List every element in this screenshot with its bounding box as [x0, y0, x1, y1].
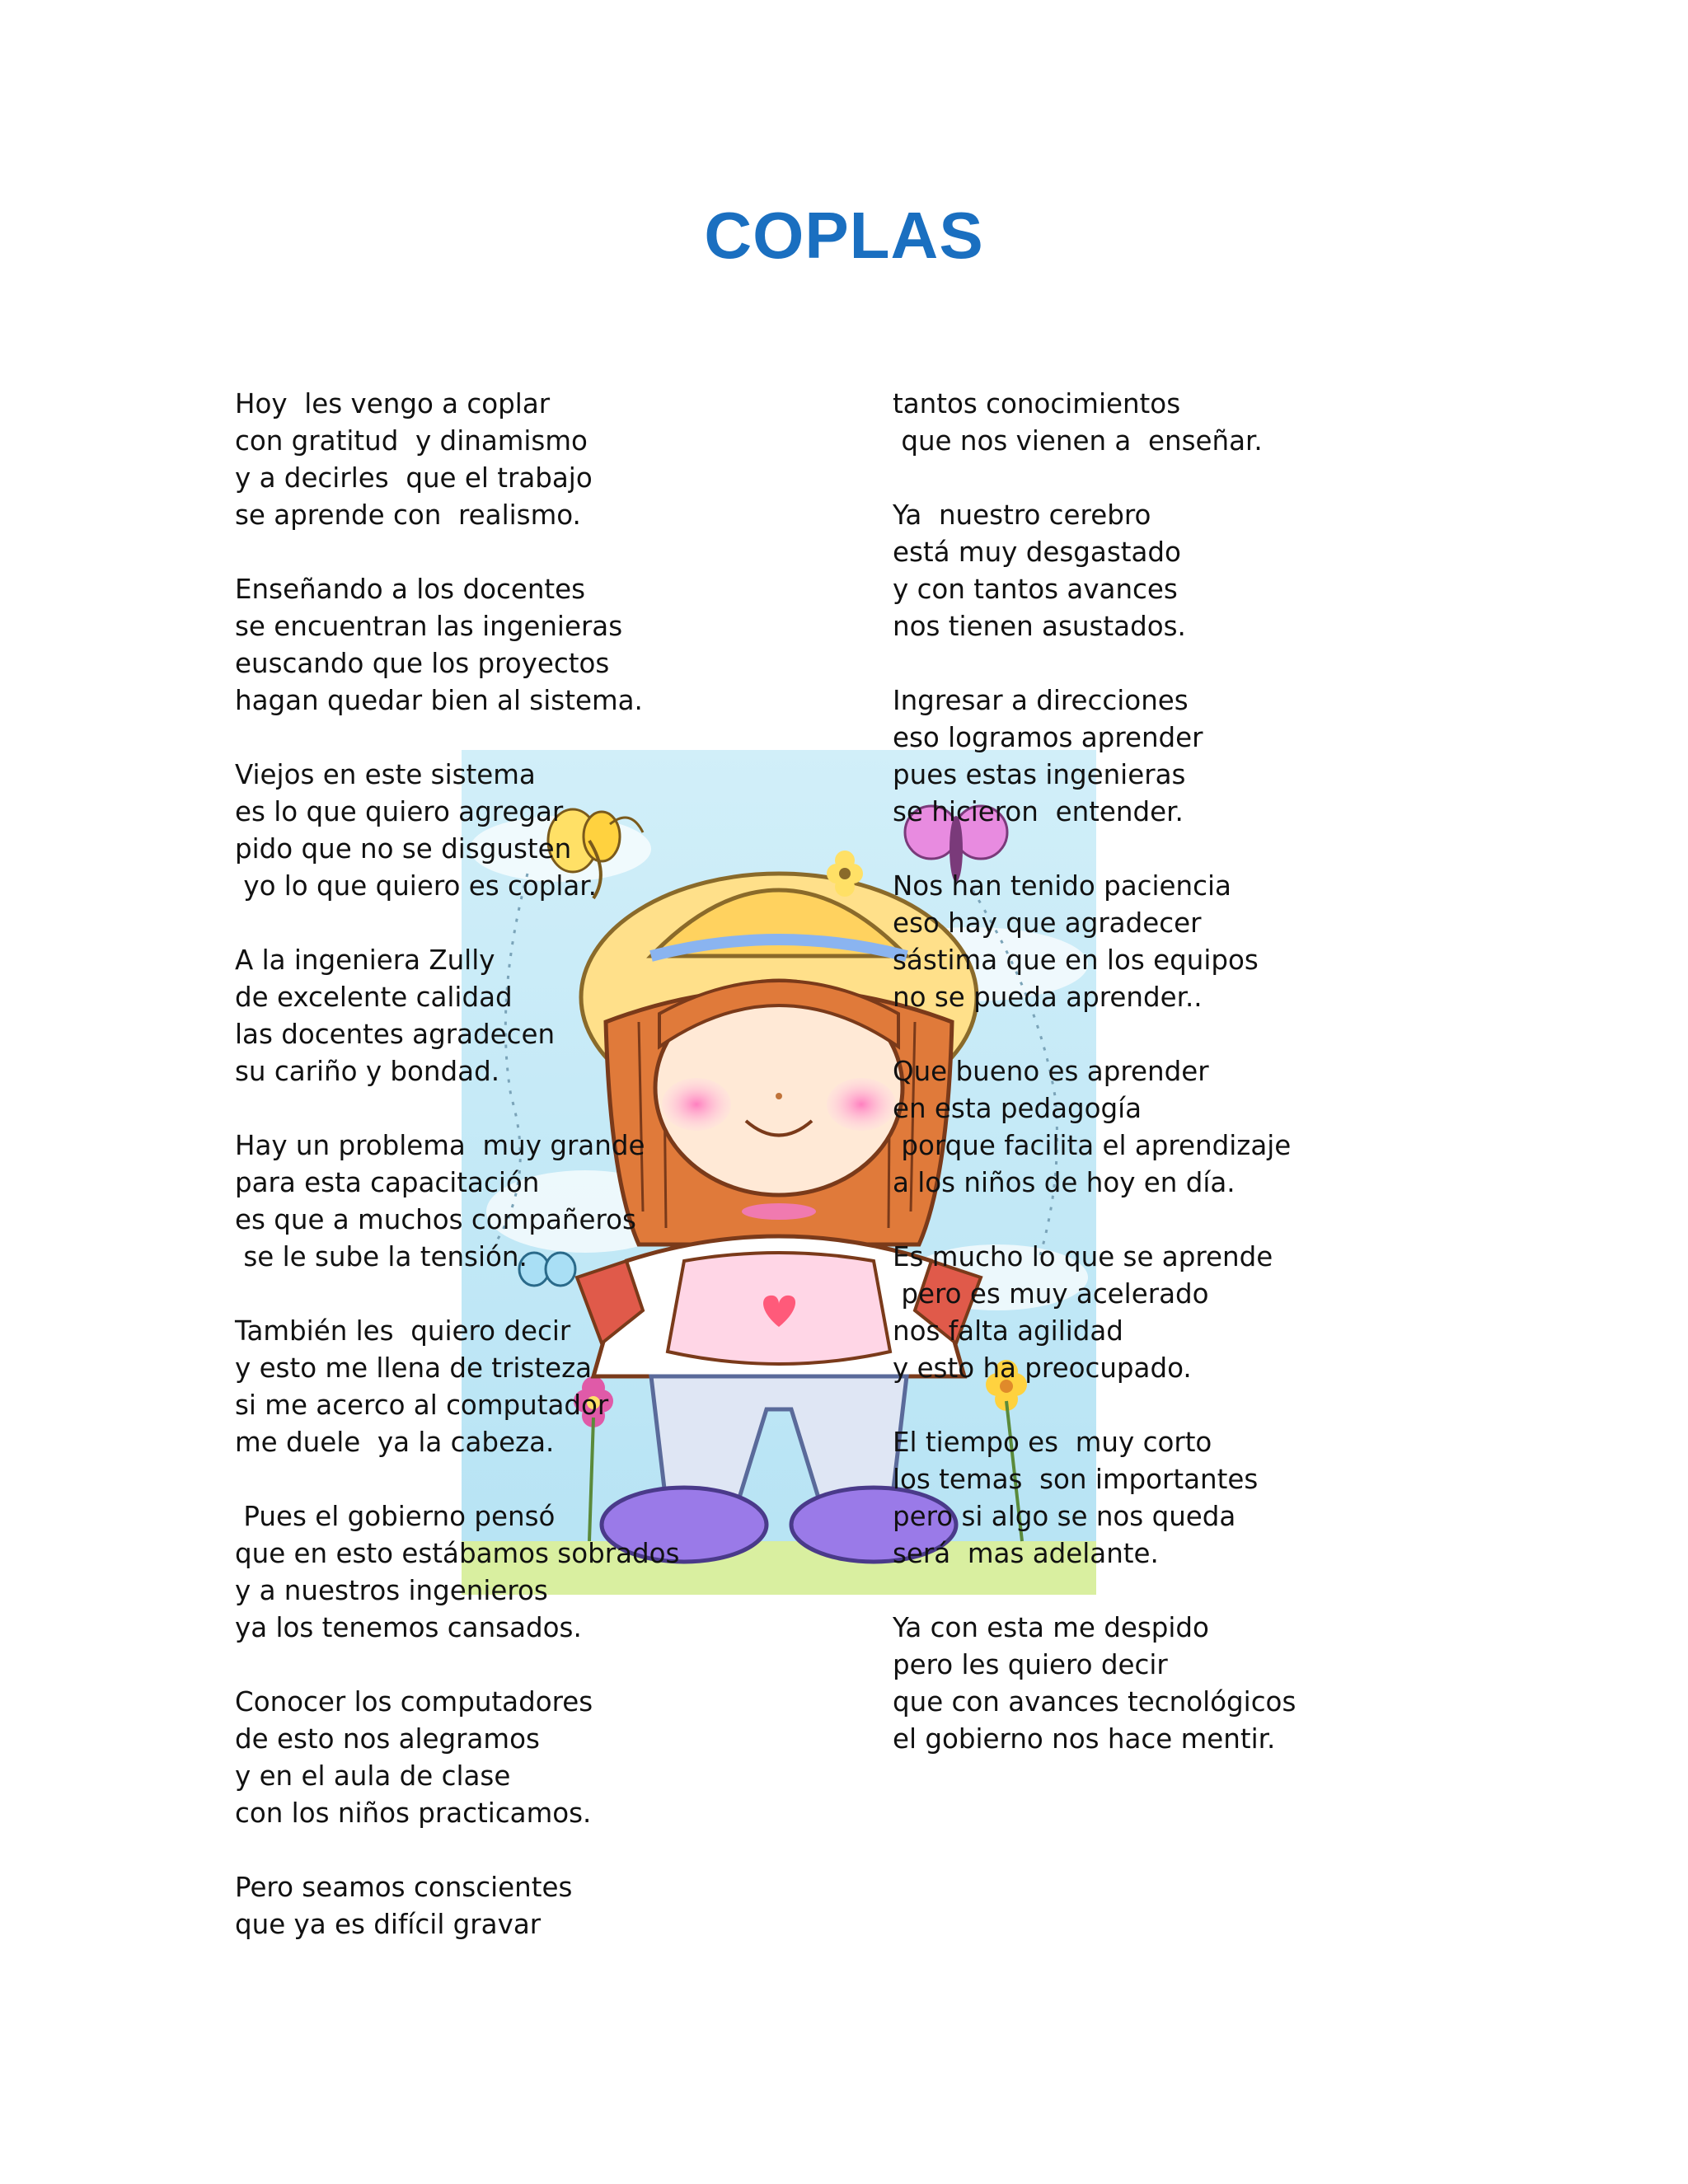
verse-line: y en el aula de clase: [235, 1760, 511, 1792]
verse-line: se encuentran las ingenieras: [235, 611, 623, 642]
verse-line: ya los tenemos cansados.: [235, 1612, 582, 1643]
verse-line: pido que no se disgusten: [235, 833, 572, 865]
verse-line: El tiempo es muy corto: [893, 1427, 1212, 1458]
verse-line: eso logramos aprender: [893, 722, 1203, 753]
verse-line: Es mucho lo que se aprende: [893, 1241, 1273, 1272]
verse-line: y esto me llena de tristeza: [235, 1352, 593, 1384]
verse-line: de excelente calidad: [235, 982, 513, 1013]
verse-line: con los niños practicamos.: [235, 1797, 592, 1829]
right-column: [893, 386, 1519, 1795]
verse-line: Conocer los computadores: [235, 1686, 593, 1718]
verse-line: se aprende con realismo.: [235, 499, 581, 531]
verse-line: que en esto estábamos sobrados: [235, 1538, 680, 1569]
verse-line: de esto nos alegramos: [235, 1723, 540, 1755]
stanza: [235, 1684, 861, 1832]
verse-line: También les quiero decir: [235, 1315, 571, 1347]
verse-line: y a decirles que el trabajo: [235, 462, 593, 494]
stanza: [893, 386, 1519, 460]
verse-line: es lo que quiero agregar: [235, 796, 564, 827]
verse-line: si me acerco al computador: [235, 1390, 609, 1421]
verse-line: que nos vienen a enseñar.: [893, 425, 1263, 457]
verse-line: no se pueda aprender..: [893, 982, 1203, 1013]
verse-line: hagan quedar bien al sistema.: [235, 685, 643, 716]
stanza: [893, 1239, 1519, 1387]
verse-line: pero si algo se nos queda: [893, 1501, 1236, 1532]
verse-line: Hoy les vengo a coplar: [235, 388, 551, 419]
verse-line: Pero seamos conscientes: [235, 1872, 573, 1903]
stanza: [235, 942, 861, 1090]
verse-line: a los niños de hoy en día.: [893, 1167, 1236, 1198]
verse-line: para esta capacitación: [235, 1167, 540, 1198]
stanza: [235, 1313, 861, 1461]
verse-line: Pues el gobierno pensó: [235, 1501, 556, 1532]
verse-line: tantos conocimientos: [893, 388, 1181, 419]
verse-line: pues estas ingenieras: [893, 759, 1186, 790]
stanza: [893, 1610, 1519, 1758]
stanza: [235, 571, 861, 719]
verse-line: las docentes agradecen: [235, 1019, 556, 1050]
verse-line: y esto ha preocupado.: [893, 1352, 1192, 1384]
verse-line: será mas adelante.: [893, 1538, 1159, 1569]
verse-line: sástima que en los equipos: [893, 944, 1259, 976]
stanza: [893, 682, 1519, 831]
verse-line: Ingresar a direcciones: [893, 685, 1189, 716]
verse-line: nos falta agilidad: [893, 1315, 1123, 1347]
verse-line: con gratitud y dinamismo: [235, 425, 588, 457]
stanza: [893, 868, 1519, 1016]
verse-line: está muy desgastado: [893, 537, 1181, 568]
verse-line: su cariño y bondad.: [235, 1056, 500, 1087]
verse-line: es que a muchos compañeros: [235, 1204, 636, 1235]
verse-line: eso hay que agradecer: [893, 907, 1202, 939]
verse-line: y con tantos avances: [893, 574, 1178, 605]
verse-line: los temas son importantes: [893, 1464, 1259, 1495]
verse-line: pero es muy acelerado: [893, 1278, 1209, 1310]
stanza: [235, 1869, 861, 1943]
stanza: [893, 1424, 1519, 1572]
verse-line: Viejos en este sistema: [235, 759, 536, 790]
verse-line: A la ingeniera Zully: [235, 944, 495, 976]
verse-line: Enseñando a los docentes: [235, 574, 586, 605]
verse-line: euscando que los proyectos: [235, 648, 610, 679]
verse-line: yo lo que quiero es coplar.: [235, 870, 597, 902]
verse-line: en esta pedagogía: [893, 1093, 1142, 1124]
stanza: [235, 1498, 861, 1647]
verse-line: que ya es difícil gravar: [235, 1909, 542, 1940]
stanza: [235, 757, 861, 905]
verse-line: nos tienen asustados.: [893, 611, 1186, 642]
verse-line: Nos han tenido paciencia: [893, 870, 1231, 902]
verse-line: el gobierno nos hace mentir.: [893, 1723, 1276, 1755]
verse-line: se hicieron entender.: [893, 796, 1184, 827]
verse-line: pero les quiero decir: [893, 1649, 1168, 1680]
verse-line: Ya nuestro cerebro: [893, 499, 1151, 531]
stanza: [893, 497, 1519, 645]
verse-line: me duele ya la cabeza.: [235, 1427, 555, 1458]
page-title: COPLAS: [704, 199, 984, 272]
stanza: [235, 1127, 861, 1276]
verse-line: Ya con esta me despido: [893, 1612, 1209, 1643]
verse-line: Que bueno es aprender: [893, 1056, 1209, 1087]
verse-line: porque facilita el aprendizaje: [893, 1130, 1292, 1161]
left-column: [235, 386, 861, 1980]
stanza: [893, 1053, 1519, 1202]
verse-line: Hay un problema muy grande: [235, 1130, 645, 1161]
verse-line: y a nuestros ingenieros: [235, 1575, 548, 1606]
stanza: [235, 386, 861, 534]
verse-line: que con avances tecnológicos: [893, 1686, 1296, 1718]
verse-line: se le sube la tensión.: [235, 1241, 528, 1272]
